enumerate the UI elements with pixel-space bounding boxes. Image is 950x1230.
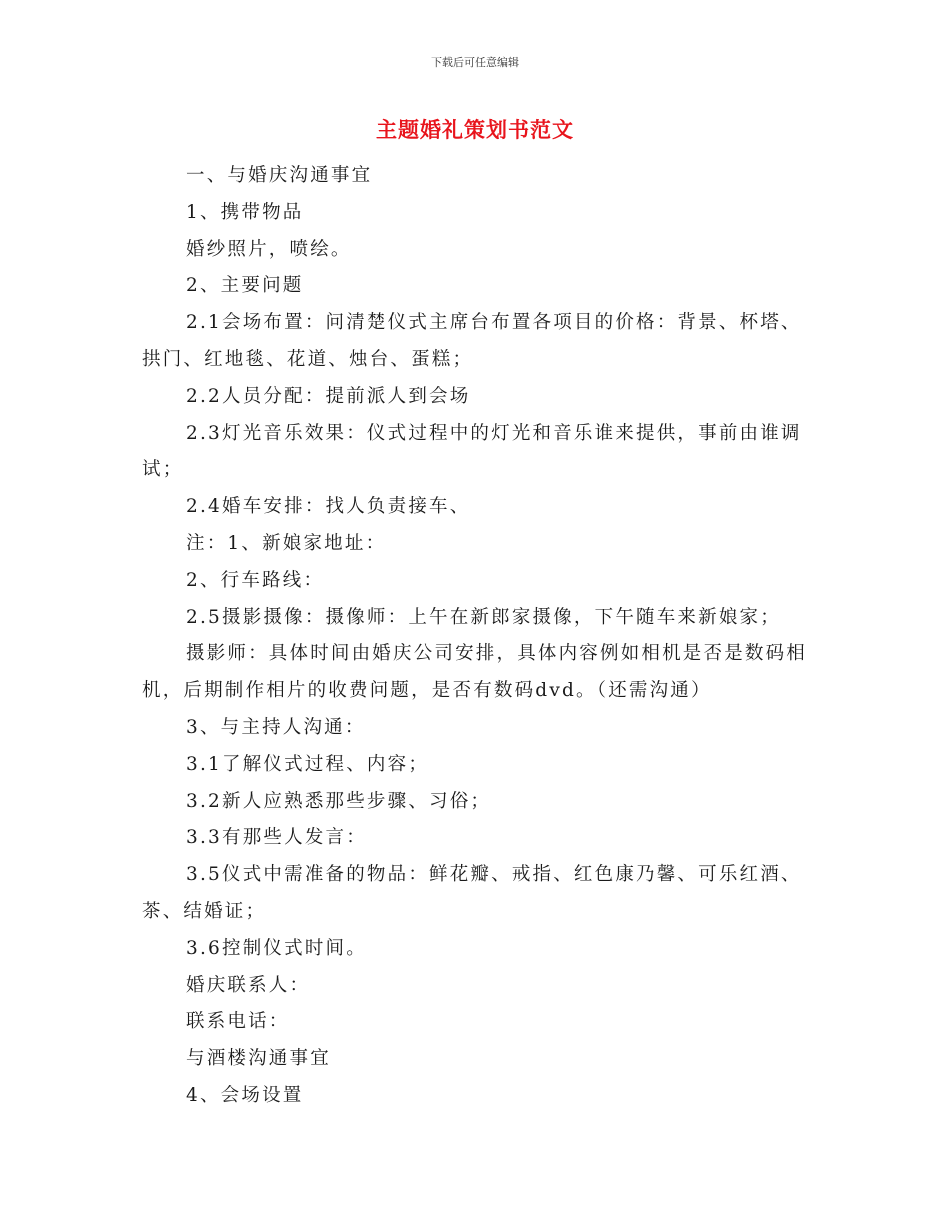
paragraph: 1、携带物品: [186, 201, 304, 223]
paragraph: 2、行车路线：: [186, 569, 325, 591]
paragraph: 一、与婚庆沟通事宜: [186, 165, 373, 186]
paragraph: 4、会场设置: [186, 1084, 304, 1106]
paragraph: 2、主要问题: [186, 275, 304, 297]
paragraph: 2.5摄影摄像：摄像师：上午在新郎家摄像，下午随车来新娘家；: [186, 606, 781, 628]
paragraph: 3.3有那些人发言：: [186, 827, 367, 849]
document-body: [142, 158, 822, 1115]
paragraph: 2.4婚车安排：找人负责接车、: [186, 496, 471, 518]
paragraph: 婚纱照片，喷绘。: [186, 238, 352, 260]
paragraph: 3.1了解仪式过程、内容；: [186, 753, 430, 775]
paragraph: 3、与主持人沟通：: [186, 716, 366, 738]
paragraph: 3.6控制仪式时间。: [186, 937, 367, 959]
paragraph: 注：1、新娘家地址：: [186, 532, 387, 554]
paragraph: 摄影师：具体时间由婚庆公司安排，具体内容例如相机是否是数码相机，后期制作相片的收费问题，是否有数码dvd。（还需沟通）: [142, 643, 808, 702]
paragraph: 2.2人员分配：提前派人到会场: [186, 385, 471, 407]
paragraph: 3.5仪式中需准备的物品：鲜花瓣、戒指、红色康乃馨、可乐红酒、茶、结婚证；: [142, 864, 802, 922]
paragraph: 联系电话：: [186, 1011, 290, 1033]
paragraph: 与酒楼沟通事宜: [186, 1048, 331, 1070]
header-note: 下载后可任意编辑: [431, 56, 519, 69]
paragraph: 2.3灯光音乐效果：仪式过程中的灯光和音乐谁来提供，事前由谁调试；: [142, 422, 802, 481]
document-title: 主题婚礼策划书范文: [376, 118, 574, 142]
paragraph: 3.2新人应熟悉那些步骤、习俗；: [186, 790, 492, 812]
paragraph: 婚庆联系人：: [186, 974, 311, 996]
paragraph: 2.1会场布置：问清楚仪式主席台布置各项目的价格：背景、杯塔、拱门、红地毯、花道、烛台、蛋糕；: [142, 312, 802, 370]
